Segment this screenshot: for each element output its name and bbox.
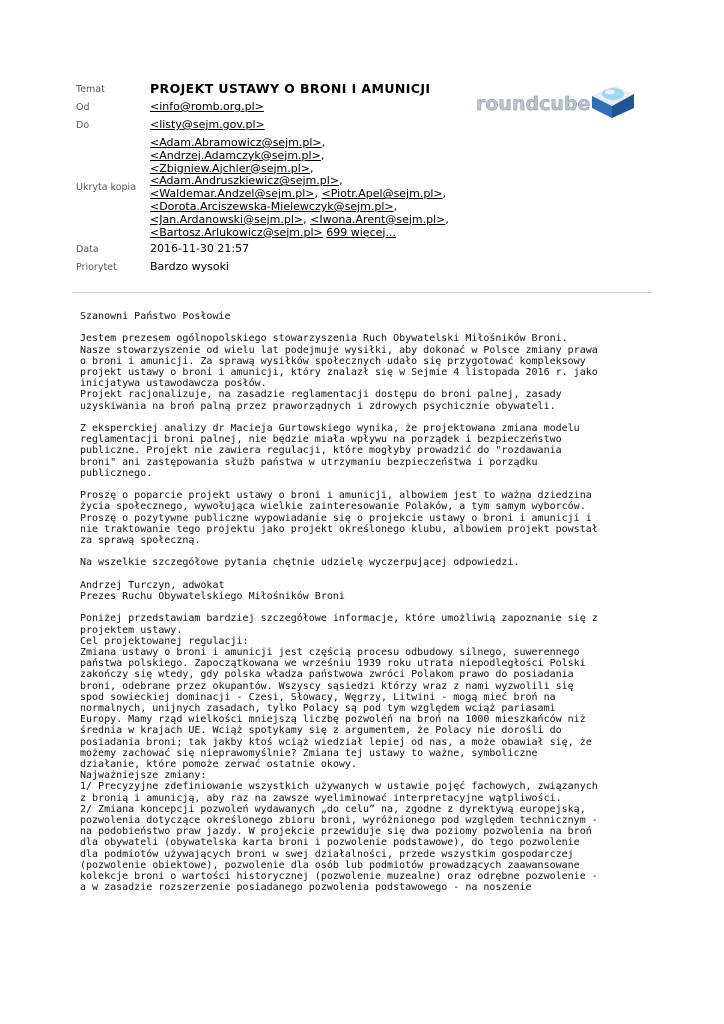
body-line: Prezes Ruchu Obywatelskiego Miłośników Broni <box>80 591 345 602</box>
bcc-line <box>150 187 446 200</box>
body-line: broni" ani zastępowania służb państwa w utrzymaniu bezpieczeństwa i porządku <box>80 456 538 468</box>
body-line: Na wszelkie szczegółowe pytania chętnie udzielę wyczerpującej odpowiedzi. <box>80 557 520 569</box>
bcc-separator: , <box>310 161 314 175</box>
more-recipients-link[interactable]: 699 więcej... <box>326 225 396 239</box>
body-line: projekt ustawy o broni i amunicji, który znalazł się w Sejmie 4 listopada 2016 r. jako <box>80 367 598 378</box>
bcc-separator: , <box>442 187 447 201</box>
body-line: projektem ustawy. <box>80 624 183 636</box>
body-line: kolekcje broni o wartości historycznej (pozwolenie muzealne) oraz odrębne pozwolenie - <box>80 871 598 883</box>
body-paragraph <box>80 423 660 479</box>
body-line: Jestem prezesem ogólnopolskiego stowarzyszenia Ruch Obywatelski Miłośników Broni. <box>80 333 568 345</box>
body-line: reglamentacji broni palnej, nie będzie miała wpływu na porządek i bezpieczeństwo <box>80 434 562 446</box>
body-line: publiczne. Projekt nie zawiera regulacji, które mogłyby prowadzić do "rozdawania <box>80 445 562 457</box>
body-line: Cel projektowanej regulacji: <box>80 635 249 647</box>
body-line: publicznego. <box>80 467 153 479</box>
body-line: 2/ Zmiana koncepcji pozwoleń wydawanych „do celu” na, zgodne z dyrektywą europejską, <box>80 803 586 815</box>
body-line: uzyskiwania na broń palną przez praworządnych i zdrowych psychicznie obywateli. <box>80 400 556 412</box>
bcc-address-link[interactable]: <Dorota.Arciszewska-Mielewczyk@sejm.pl> <box>150 200 394 213</box>
priority-label: Priorytet <box>76 262 117 273</box>
body-line: za sprawą społeczną. <box>80 535 201 547</box>
date-value: 2016-11-30 21:57 <box>150 242 250 255</box>
from-link[interactable]: <info@romb.org.pl> <box>150 100 264 113</box>
body-line: dla obywateli (obywatelska karta broni i pozwolenie podstawowe), do tego pozwolenie <box>80 837 580 849</box>
body-paragraph <box>80 490 660 546</box>
body-line: działanie, które pomoże zerwać ostatnie okowy. <box>80 759 357 771</box>
bcc-separator: , <box>321 136 326 149</box>
body-line: broni, odebrane przez okupantów. Wszyscy sąsiedzi którzy wraz z nami wyzwolili się <box>80 680 574 692</box>
bcc-line <box>150 213 449 226</box>
paragraph-spacer <box>80 322 660 333</box>
body-line: inicjatywa ustawodawcza posłów. <box>80 378 267 390</box>
bcc-separator: , <box>393 200 398 213</box>
body-line: Z eksperckiej analizy dr Macieja Gurtowskiego wynika, że projektowana zmiana modelu <box>80 423 580 434</box>
body-paragraph <box>80 311 660 322</box>
body-line: na podobieństwo praw jazdy. W projekcie przewiduje się dwa poziomy pozwolenia na broń <box>80 826 592 838</box>
bcc-line <box>150 149 324 162</box>
bcc-label: Ukryta kopia <box>76 182 137 193</box>
paragraph-spacer <box>80 569 660 580</box>
roundcube-cube-icon <box>592 86 634 118</box>
bcc-separator: , <box>314 187 322 201</box>
body-line: 1/ Precyzyjne zdefiniowanie wszystkich używanych w ustawie pojęć fachowych, związanych <box>80 781 598 793</box>
bcc-address-link[interactable]: <Andrzej.Adamczyk@sejm.pl> <box>150 148 321 162</box>
body-paragraph <box>80 580 660 602</box>
bcc-separator: , <box>445 212 449 226</box>
bcc-separator: , <box>303 212 311 226</box>
bcc-address-link[interactable]: <Zbigniew.Ajchler@sejm.pl> <box>150 161 311 175</box>
paragraph-spacer <box>80 602 660 613</box>
body-line: zakończy się wtedy, gdy polska władza państwowa zwróci Polakom prawo do posiadania <box>80 669 574 681</box>
bcc-line <box>150 136 325 149</box>
from-label: Od <box>76 102 90 113</box>
paragraph-spacer <box>80 546 660 557</box>
date-label: Data <box>76 244 99 255</box>
paragraph-spacer <box>80 412 660 423</box>
body-line: Poniżej przedstawiam bardziej szczegółowe informacje, które umożliwią zapoznanie się z <box>80 613 598 625</box>
body-line: Najważniejsze zmiany: <box>80 770 207 782</box>
bcc-address-link[interactable]: <Adam.Abramowicz@sejm.pl> <box>150 136 322 149</box>
to-label: Do <box>76 120 90 131</box>
body-line: spod sowieckiej dominacji - Czesi, Słowacy, Węgrzy, Litwini - mogą mieć broń na <box>80 691 556 703</box>
message-body <box>80 311 660 893</box>
bcc-address-link[interactable]: <Jan.Ardanowski@sejm.pl> <box>150 212 304 226</box>
bcc-line <box>150 200 397 213</box>
body-paragraph <box>80 333 660 411</box>
roundcube-logo <box>474 80 634 120</box>
body-line: Zmiana ustawy o broni i amunicji jest częścią procesu odbudowy silnego, suwerennego <box>80 647 580 658</box>
body-line: Andrzej Turczyn, adwokat <box>80 579 225 591</box>
body-line: możemy zachować się nieprawomyślnie? Zmiana tej ustawy to ważne, symboliczne <box>80 747 538 759</box>
body-line: pozwolenia dotyczące określonego zbioru broni, wyróżnionego pod względem technicznym - <box>80 815 598 827</box>
body-line: średnia w krajach UE. Wciąż spotykamy się z argumentem, że Polacy nie dorośli do <box>80 725 562 737</box>
to-link[interactable]: <listy@sejm.gov.pl> <box>150 118 265 131</box>
body-line: nie traktowanie tego projektu jako projekt określonego klubu, albowiem projekt powstał <box>80 523 598 535</box>
subject-value: PROJEKT USTAWY O BRONI I AMUNICJI <box>150 81 431 96</box>
priority-value: Bardzo wysoki <box>150 260 229 273</box>
bcc-address-link[interactable]: <Piotr.Apel@sejm.pl> <box>321 187 443 201</box>
body-paragraph <box>80 557 660 568</box>
bcc-address-link[interactable]: <Adam.Andruszkiewicz@sejm.pl> <box>150 174 340 188</box>
body-line: normalnych, unijnych zasadach, tylko Polacy są pod tym względem wciąż pariasami <box>80 703 556 715</box>
body-line: o broni i amunicji. Za sprawą wysiłków społecznych udało się przygotować kompleksowy <box>80 355 586 367</box>
body-line: Szanowni Państwo Posłowie <box>80 311 231 322</box>
body-line: posiadania broni; tak jakby ktoś wciąż wiedział lepiej od nas, a może obawiał się, że <box>80 736 592 748</box>
body-line: dla podmiotów używających broni w swej działalności, przede wszystkim gospodarczej <box>80 848 574 860</box>
body-line: Nasze stowarzyszenie od wielu lat podejmuje wysiłki, aby dokonać w Polsce zmiany prawa <box>80 344 598 356</box>
bcc-line <box>150 226 396 239</box>
body-line: Europy. Mamy rząd wielkości mniejszą liczbę pozwoleń na broń na 1000 mieszkańców niż <box>80 714 586 726</box>
bcc-address-link[interactable]: <Iwona.Arent@sejm.pl> <box>310 212 446 226</box>
subject-label: Temat <box>76 84 105 95</box>
bcc-separator: , <box>339 174 343 188</box>
body-line: Proszę o pozytywne publiczne wypowiadanie się o projekcie ustawy o broni i amunicji i <box>80 512 592 524</box>
body-line: państwa polskiego. Zapoczątkowana we wrześniu 1939 roku utrata niepodległości Polski <box>80 658 586 670</box>
body-line: życia społecznego, wywołująca wielkie zainteresowanie Polaków, a tym samym wyborców. <box>80 501 586 513</box>
body-paragraph <box>80 613 660 893</box>
header-divider <box>72 292 652 293</box>
body-line: Projekt racjonalizuje, na zasadzie reglamentacji dostępu do broni palnej, zasady <box>80 389 562 401</box>
paragraph-spacer <box>80 479 660 490</box>
bcc-line <box>150 174 343 187</box>
body-line: a w zasadzie rozszerzenie posiadanego pozwolenia podstawowego - na noszenie <box>80 882 532 894</box>
body-line: z bronią i amunicją, aby raz na zawsze wyeliminować interpretacyjne wątpliwości. <box>80 792 562 804</box>
body-line: (pozwolenie obiektowe), pozwolenie dla osób lub podmiotów prowadzących zaawansowane <box>80 859 580 871</box>
roundcube-logo-text: roundcube <box>476 93 591 115</box>
bcc-separator: , <box>320 148 325 162</box>
body-line: Proszę o poparcie projekt ustawy o broni i amunicji, albowiem jest to ważna dziedzina <box>80 490 592 502</box>
bcc-line <box>150 162 314 175</box>
bcc-address-link[interactable]: <Bartosz.Arlukowicz@sejm.pl> <box>150 225 323 239</box>
bcc-address-link[interactable]: <Waldemar.Andzel@sejm.pl> <box>150 187 315 201</box>
